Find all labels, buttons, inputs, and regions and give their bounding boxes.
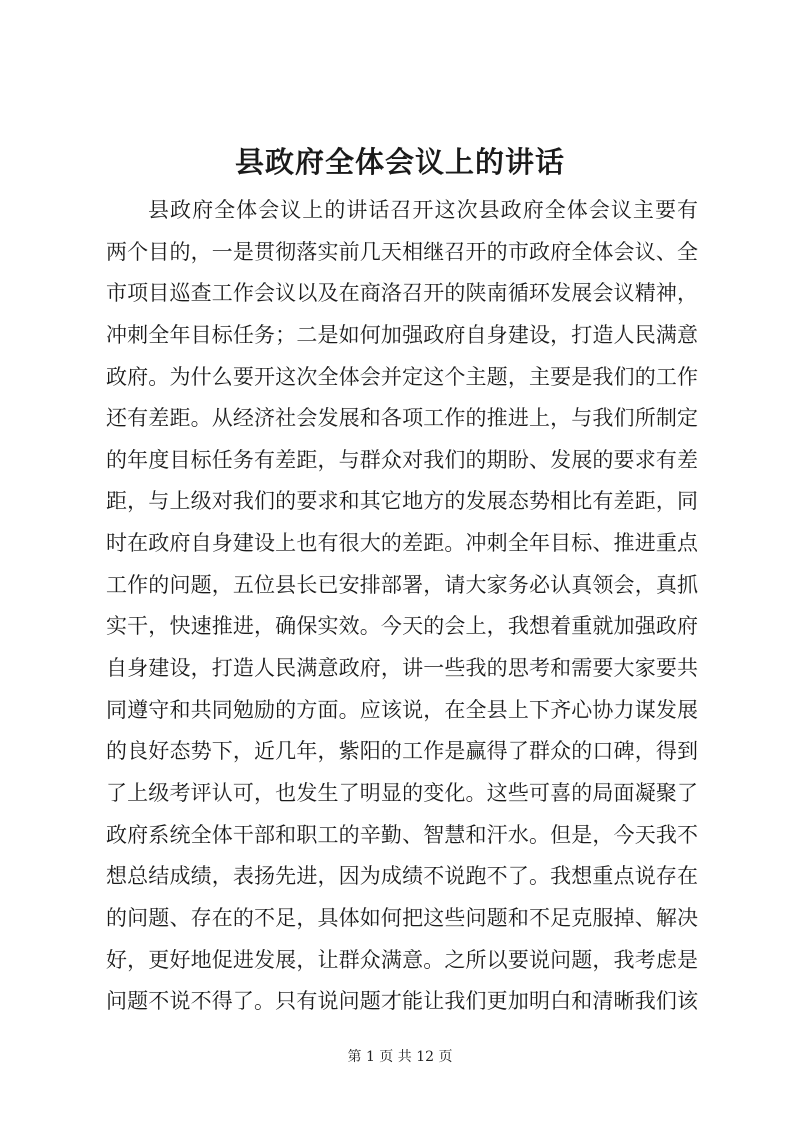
document-title: 县政府全体会议上的讲话 xyxy=(234,145,565,179)
body-line: 县政府全体会议上的讲话召开这次县政府全体会议主要有 xyxy=(148,198,698,222)
page-number-footer: 第 1 页 共 12 页 xyxy=(347,1049,453,1065)
body-line: 了上级考评认可，也发生了明显的变化。这些可喜的局面凝聚了 xyxy=(106,780,698,805)
body-line: 问题不说不得了。只有说问题才能让我们更加明白和清晰我们该 xyxy=(106,989,698,1014)
document-body xyxy=(106,190,698,1023)
body-line: 好，更好地促进发展，让群众满意。之所以要说问题，我考虑是 xyxy=(106,947,698,972)
body-line: 自身建设，打造人民满意政府，讲一些我的思考和需要大家要共 xyxy=(106,656,698,681)
body-line: 的良好态势下，近几年，紫阳的工作是赢得了群众的口碑，得到 xyxy=(106,739,698,764)
body-line: 的问题、存在的不足，具体如何把这些问题和不足克服掉、解决 xyxy=(106,905,698,930)
body-line: 政府。为什么要开这次全体会并定这个主题，主要是我们的工作 xyxy=(106,364,698,389)
body-line: 想总结成绩，表扬先进，因为成绩不说跑不了。我想重点说存在 xyxy=(106,864,698,889)
body-line: 实干，快速推进，确保实效。今天的会上，我想着重就加强政府 xyxy=(106,614,698,639)
body-line: 两个目的，一是贯彻落实前几天相继召开的市政府全体会议、全 xyxy=(106,239,698,264)
body-line: 还有差距。从经济社会发展和各项工作的推进上，与我们所制定 xyxy=(106,406,698,431)
body-line: 同遵守和共同勉励的方面。应该说，在全县上下齐心协力谋发展 xyxy=(106,697,698,722)
body-line: 工作的问题，五位县长已安排部署，请大家务必认真领会，真抓 xyxy=(106,572,698,597)
body-line: 政府系统全体干部和职工的辛勤、智慧和汗水。但是，今天我不 xyxy=(106,822,698,847)
body-line: 冲刺全年目标任务；二是如何加强政府自身建设，打造人民满意 xyxy=(106,322,698,347)
body-line: 市项目巡查工作会议以及在商洛召开的陕南循环发展会议精神， xyxy=(106,281,698,306)
body-line: 的年度目标任务有差距，与群众对我们的期盼、发展的要求有差 xyxy=(106,447,698,472)
body-line: 时在政府自身建设上也有很大的差距。冲刺全年目标、推进重点 xyxy=(106,531,698,556)
body-line: 距，与上级对我们的要求和其它地方的发展态势相比有差距，同 xyxy=(106,489,698,514)
